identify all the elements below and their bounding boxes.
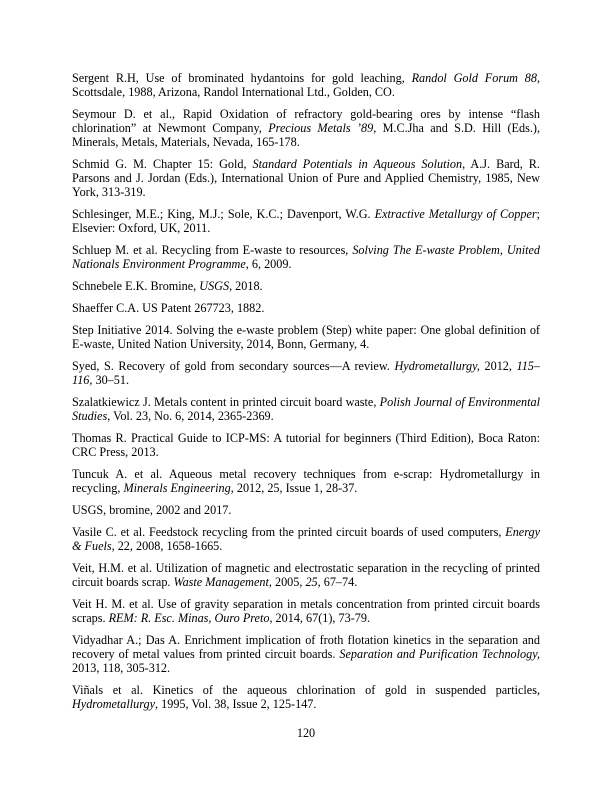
page-number: 120 xyxy=(296,726,316,740)
reference-text: Schnebele E.K. Bromine, xyxy=(72,279,200,293)
reference-text: Veit, H.M. et al. Utilization of magnetic and electrostatic separation in the recycling of printed circuit boards scrap. xyxy=(72,561,540,589)
reference-text: , 2018. xyxy=(229,279,263,293)
reference-text: , 67–74. xyxy=(317,575,358,589)
reference-entry xyxy=(72,395,540,423)
reference-entry xyxy=(72,633,540,675)
reference-text: , 1995, Vol. 38, Issue 2, 125-147. xyxy=(155,697,317,711)
reference-entry xyxy=(72,107,540,149)
reference-text: USGS, bromine, 2002 and 2017. xyxy=(72,503,232,517)
page-footer xyxy=(0,726,612,740)
reference-text: , 2012, 25, Issue 1, 28-37. xyxy=(230,481,358,495)
reference-text: Schmid G. M. Chapter 15: Gold, xyxy=(72,157,253,171)
reference-text: ; Elsevier: Oxford, UK, 2011. xyxy=(72,207,540,235)
reference-title-italic: 25 xyxy=(305,575,318,589)
reference-title-italic: Hydrometallurgy xyxy=(72,697,156,711)
reference-entry xyxy=(72,467,540,495)
reference-title-italic: Extractive Metallurgy of Copper xyxy=(374,207,537,221)
reference-title-italic: Precious Metals ’89 xyxy=(268,121,374,135)
reference-text: , Scottsdale, 1988, Arizona, Randol International Ltd., Golden, CO. xyxy=(72,71,540,99)
reference-text: 2012, xyxy=(479,359,517,373)
reference-text: 2005, xyxy=(271,575,306,589)
reference-title-italic: Randol Gold Forum 88 xyxy=(411,71,537,85)
reference-text: Thomas R. Practical Guide to ICP-MS: A tutorial for beginners (Third Edition), Boca Raton: CRC Press, 2013. xyxy=(72,431,540,459)
reference-text: Vasile C. et al. Feedstock recycling from the printed circuit boards of used computers, xyxy=(72,525,506,539)
reference-entry xyxy=(72,157,540,199)
reference-text: , 22, 2008, 1658-1665. xyxy=(111,539,223,553)
reference-text: , Vol. 23, No. 6, 2014, 2365-2369. xyxy=(107,409,274,423)
reference-text: , M.C.Jha and S.D. Hill (Eds.), Minerals, Metals, Materials, Nevada, 165-178. xyxy=(72,121,540,149)
reference-text: Seymour D. et al., Rapid Oxidation of refractory gold-bearing ores by intense “flash chlorination” at Newmont Company, xyxy=(72,107,540,135)
reference-entry xyxy=(72,683,540,711)
reference-text: Tuncuk A. et al. Aqueous metal recovery techniques from e-scrap: Hydrometallurgy in recycling, xyxy=(72,467,540,495)
reference-entry xyxy=(72,71,540,99)
reference-entry xyxy=(72,503,540,517)
reference-entry xyxy=(72,597,540,625)
reference-text: Sergent R.H, Use of brominated hydantoins for gold leaching, xyxy=(72,71,412,85)
reference-title-italic: USGS xyxy=(199,279,230,293)
reference-title-italic: REM: R. Esc. Minas, Ouro Preto xyxy=(108,611,270,625)
reference-text: , 6, 2009. xyxy=(245,257,292,271)
reference-text: Vidyadhar A.; Das A. Enrichment implication of froth flotation kinetics in the separation and recovery of metal values from printed circuit boards. xyxy=(72,633,540,661)
reference-text: 2013, 118, 305-312. xyxy=(72,661,171,675)
reference-text: Syed, S. Recovery of gold from secondary sources—A review. xyxy=(72,359,395,373)
reference-entry xyxy=(72,207,540,235)
references-list xyxy=(72,71,540,719)
reference-title-italic: Waste Management, xyxy=(173,575,272,589)
reference-text: Shaeffer C.A. US Patent 267723, 1882. xyxy=(72,301,265,315)
reference-title-italic: Hydrometallurgy, xyxy=(394,359,480,373)
reference-title-italic: Minerals Engineering xyxy=(123,481,231,495)
reference-text: Viñals et al. Kinetics of the aqueous chlorination of gold in suspended particles, xyxy=(72,683,540,697)
reference-text: Schlesinger, M.E.; King, M.J.; Sole, K.C.; Davenport, W.G. xyxy=(72,207,375,221)
reference-entry xyxy=(72,525,540,553)
reference-title-italic: Energy & Fuels xyxy=(72,525,540,553)
reference-text: Veit H. M. et al. Use of gravity separation in metals concentration from printed circuit boards scraps. xyxy=(72,597,540,625)
reference-entry xyxy=(72,323,540,351)
reference-title-italic: 115–116 xyxy=(72,359,540,387)
reference-text: Schluep M. et al. Recycling from E-waste to resources, xyxy=(72,243,353,257)
reference-entry xyxy=(72,243,540,271)
reference-entry xyxy=(72,301,540,315)
reference-text: , A.J. Bard, R. Parsons and J. Jordan (Eds.), International Union of Pure and Applied Chemistry, 1985, New York, 313-319. xyxy=(72,157,540,199)
reference-entry xyxy=(72,359,540,387)
reference-title-italic: Separation and Purification Technology, xyxy=(339,647,540,661)
reference-entry xyxy=(72,561,540,589)
reference-title-italic: Solving The E-waste Problem, United Nationals Environment Programme xyxy=(72,243,541,271)
reference-title-italic: Standard Potentials in Aqueous Solution xyxy=(252,157,463,171)
reference-title-italic: Polish Journal of Environmental Studies xyxy=(72,395,540,423)
reference-entry xyxy=(72,431,540,459)
reference-text: Szalatkiewicz J. Metals content in printed circuit board waste, xyxy=(72,395,380,409)
reference-entry xyxy=(72,279,540,293)
reference-text: Step Initiative 2014. Solving the e-waste problem (Step) white paper: One global definition of E-waste, United Nation University, 2014, Bonn, Germany, 4. xyxy=(72,323,540,351)
reference-text: , 2014, 67(1), 73-79. xyxy=(269,611,370,625)
reference-text: , 30–51. xyxy=(89,373,129,387)
